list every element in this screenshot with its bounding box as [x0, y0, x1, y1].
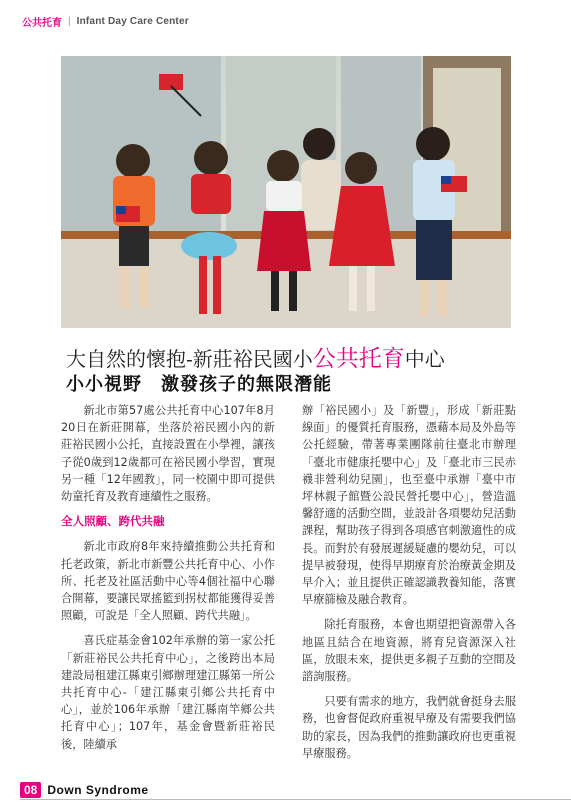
left-paragraph-2: 新北市政府8年來持續推動公共托育和托老政策，新北市新豐公共托育中心、小作所、托老及社區活動中心等4個社福中心聯合開幕，要讓民眾搖籃到拐杖都能獲得妥善照顧，可說是「全人照顧、跨代共融」。 — [61, 540, 275, 623]
title-prefix: 大自然的懷抱-新莊裕民國小 — [66, 347, 313, 371]
right-column — [302, 402, 516, 770]
article-subtitle: 小小視野 激發孩子的無限潛能 — [66, 374, 332, 395]
page-number: 08 — [20, 782, 41, 798]
header-subtitle: Infant Day Care Center — [76, 15, 189, 27]
page-footer — [20, 782, 149, 798]
header-separator: | — [68, 15, 71, 27]
magazine-name: Down Syndrome — [47, 783, 149, 797]
right-paragraph-3: 只要有需求的地方，我們就會挺身去服務，也會督促政府重視早療及有需要我們協助的家長，因為我們的推動讓政府也更重視早療服務。 — [302, 695, 516, 760]
left-paragraph-1: 新北市第57處公共托育中心107年8月20日在新莊開幕，坐落於裕民國小內的新莊裕民國小公托，直接設置在小學裡，讓孩子從0歲到12歲都可在裕民國小學習，實現另一種「12年國教」，同一校園中即可提供幼童托育及教育連續性之服務。 — [61, 404, 275, 504]
title-suffix: 中心 — [404, 347, 445, 371]
page-header — [22, 14, 189, 28]
title-highlight: 公共托育 — [312, 346, 405, 372]
section-heading: 全人照顧、跨代共融 — [61, 514, 165, 529]
children-group-photo — [61, 56, 511, 328]
right-paragraph-2: 除托育服務，本會也期望把資源帶入各地區且結合在地資源，將育兒資源深入社區，放眼未來，提供更多親子互動的空間及諮詢服務。 — [302, 618, 516, 684]
header-category: 公共托育 — [22, 17, 62, 29]
left-paragraph-3: 喜氏症基金會102年承辦的第一家公托「新莊裕民公共托育中心」，之後跨出本局建設局租建江縣東引鄉辦理建江縣第一所公共托育中心-「建江縣東引鄉公共托育中心」，並於106年承辦「建江縣南竿鄉公共托育中心」；107年，基金會暨新莊裕民後，陸續承 — [61, 634, 275, 751]
photo-illustration — [61, 56, 511, 328]
right-paragraph-1: 辦「裕民國小」及「新豐」，形成「新莊點線面」的優質托育服務，憑藉本局及外島等公托經驗，帶著專業團隊前往臺北市辦理「臺北市健康托嬰中心」及「臺北市三民赤襪非營利幼兒園」，也至臺中承辦「臺中市坪林親子館暨公設民營托嬰中心」，營造溫馨舒適的活動空間，並設計各項嬰幼兒活動課程，幫助孩子得到各項感官刺激適性的成長。而對於有發展遲緩疑慮的嬰幼兒，可以提早被發現，使得早期療育於治療黃金期及早介入；並且提供正確認識教養知能，落實早療篩檢及融合教育。 — [302, 404, 516, 607]
left-column — [61, 402, 275, 761]
article-title — [66, 340, 445, 373]
footer-divider — [20, 799, 571, 800]
